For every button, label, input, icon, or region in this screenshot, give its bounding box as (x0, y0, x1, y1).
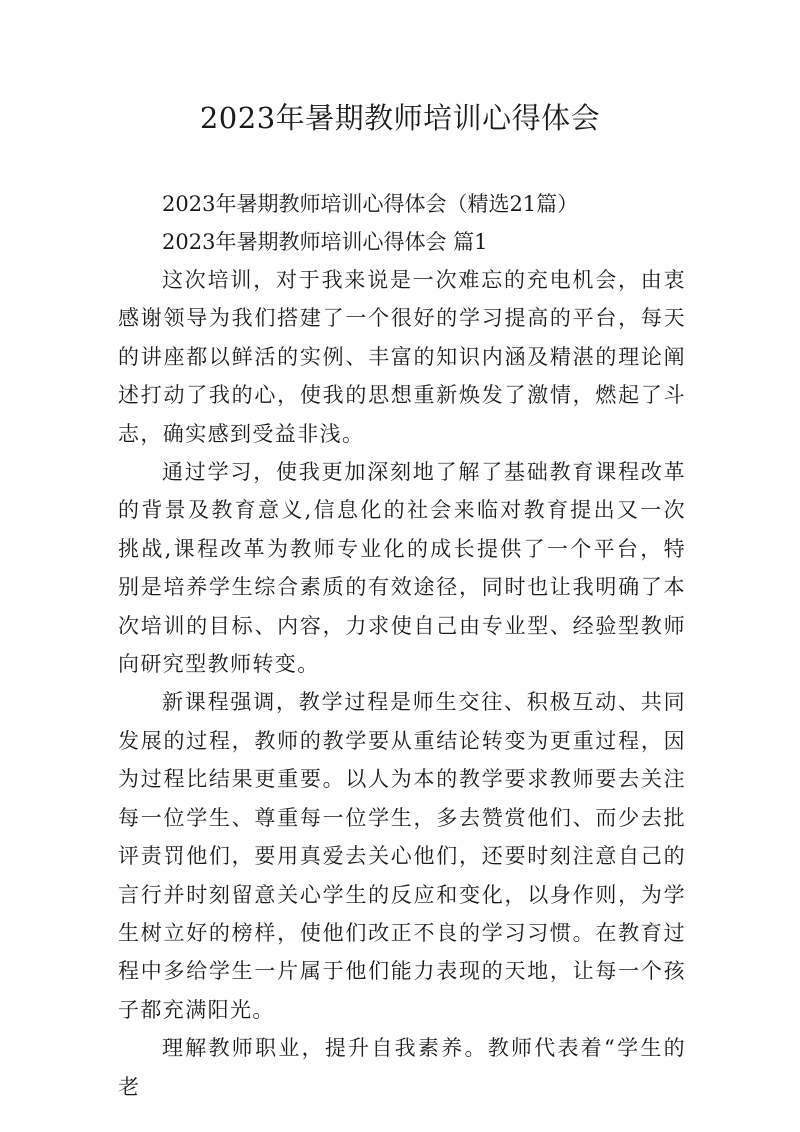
document-subtitle: 2023年暑期教师培训心得体会（精选21篇） (162, 192, 579, 216)
paragraph-4: 理解教师职业，提升自我素养。教师代表着“学生的老 (118, 1036, 686, 1099)
document-body (118, 185, 686, 1106)
section-heading: 2023年暑期教师培训心得体会 篇1 (162, 230, 488, 254)
paragraph-3: 新课程强调，教学过程是师生交往、积极互动、共同发展的过程，教师的教学要从重结论转变为更重过程，因为过程比结果更重要。以人为本的教学要求教师要去关注每一位学生、尊重每一位学生，多去赞赏他们、而少去批评责罚他们，要用真爱去关心他们，还要时刻注意自己的言行并时刻留意关心学生的反应和变化，以身作则，为学生树立好的榜样，使他们改正不良的学习习惯。在教育过程中多给学生一片属于他们能力表现的天地，让每一个孩子都充满阳光。 (118, 690, 686, 1022)
document-title: 2023年暑期教师培训心得体会 (199, 101, 601, 135)
paragraph-1: 这次培训，对于我来说是一次难忘的充电机会，由衷感谢领导为我们搭建了一个很好的学习提高的平台，每天的讲座都以鲜活的实例、丰富的知识内涵及精湛的理论阐述打动了我的心，使我的思想重新焕发了激情，燃起了斗志，确实感到受益非浅。 (118, 268, 686, 446)
paragraph-2: 通过学习，使我更加深刻地了解了基础教育课程改革的背景及教育意义,信息化的社会来临对教育提出又一次挑战,课程改革为教师专业化的成长提供了一个平台，特别是培养学生综合素质的有效途径，同时也让我明确了本次培训的目标、内容，力求使自己由专业型、经验型教师向研究型教师转变。 (118, 460, 686, 677)
